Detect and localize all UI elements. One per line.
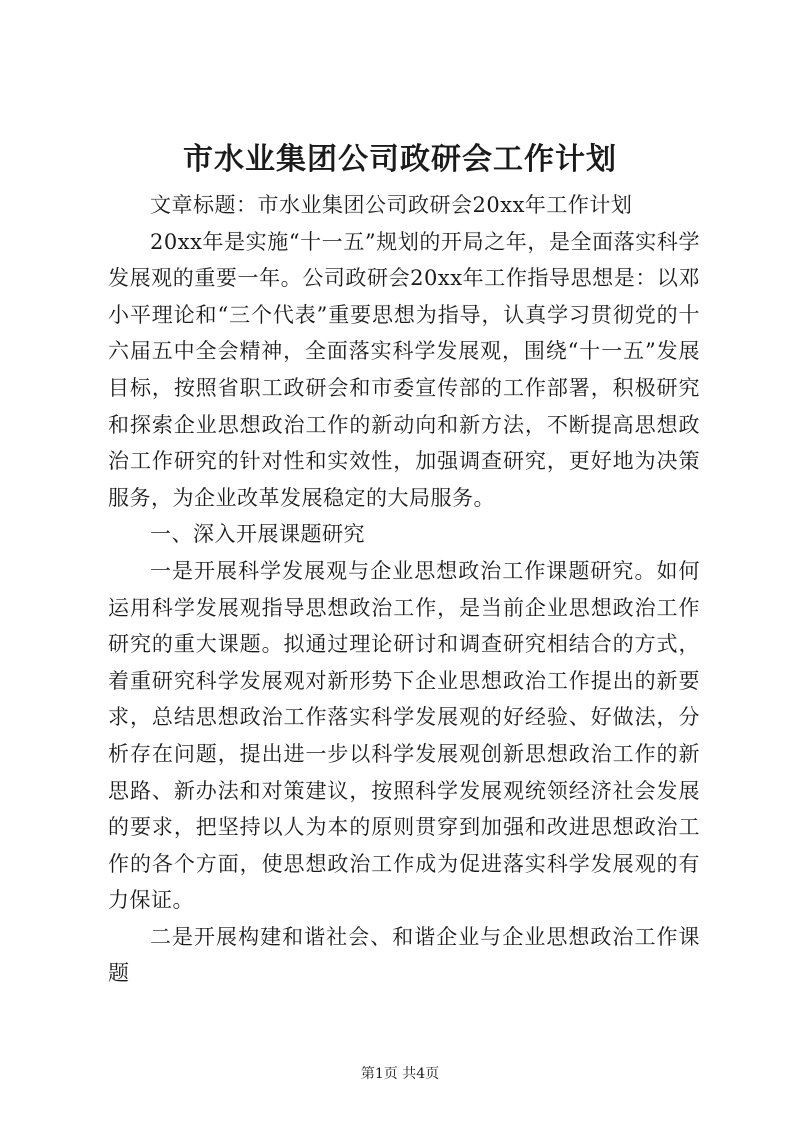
article-title-line: 文章标题：市水业集团公司政研会20xx年工作计划: [150, 193, 633, 217]
section-heading: 一、深入开展课题研究: [150, 522, 365, 547]
body-paragraph: 一是开展科学发展观与企业思想政治工作课题研究。如何运用科学发展观指导思想政治工作，是当前企业思想政治工作研究的重大课题。拟通过理论研讨和调查研究相结合的方式，着重研究科学发展观对新形势下企业思想政治工作提出的新要求，总结思想政治工作落实科学发展观的好经验、好做法，分析存在问题，提出进一步以科学发展观创新思想政治工作的新思路、新办法和对策建议，按照科学发展观统领经济社会发展的要求，把坚持以人为本的原则贯穿到加强和改进思想政治工作的各个方面，使思想政治工作成为促进落实科学发展观的有力保证。: [108, 558, 700, 913]
document-body: [108, 187, 700, 992]
body-paragraph: 二是开展构建和谐社会、和谐企业与企业思想政治工作课题: [108, 924, 700, 986]
intro-paragraph: 20xx年是实施“十一五”规划的开局之年，是全面落实科学发展观的重要一年。公司政研会20xx年工作指导思想是：以邓小平理论和“三个代表”重要思想为指导，认真学习贯彻党的十六届五中全会精神，全面落实科学发展观，围绕“十一五”发展目标，按照省职工政研会和市委宣传部的工作部署，积极研究和探索企业思想政治工作的新动向和新方法，不断提高思想政治工作研究的针对性和实效性，加强调查研究，更好地为决策服务，为企业改革发展稳定的大局服务。: [108, 229, 700, 510]
document-title: 市水业集团公司政研会工作计划: [183, 142, 617, 177]
page-number-footer: 第1页 共4页: [360, 1066, 440, 1082]
